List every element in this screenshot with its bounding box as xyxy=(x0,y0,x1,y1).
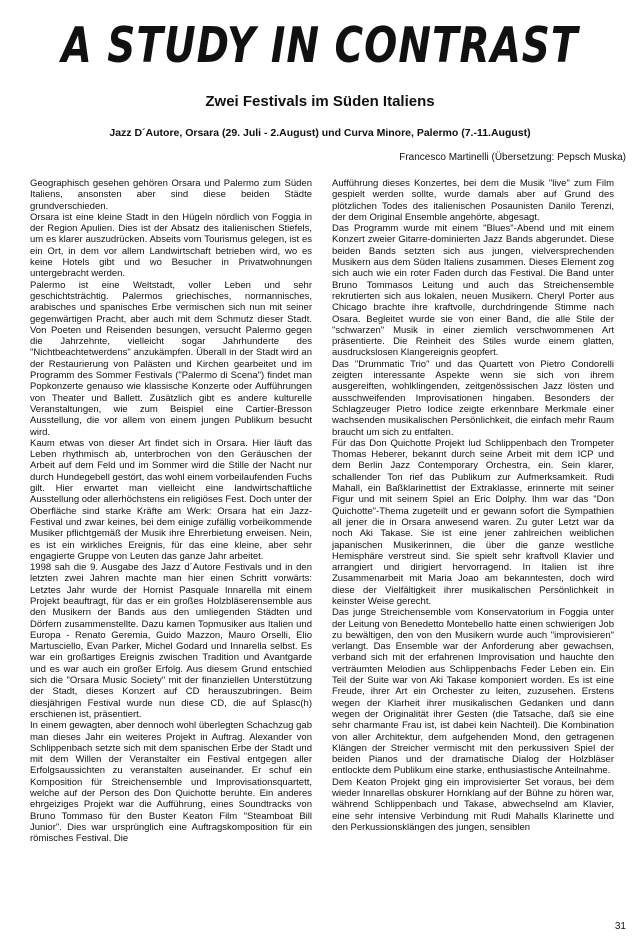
paragraph: Kaum etwas von dieser Art findet sich in Orsara. Hier läuft das Leben rhythmisch ab, unterbrochen von den Geräuschen der Arbeit auf dem Feld und im Sommer wird die Stille der Nacht nur durch Hundegebell gestört, das wohl einem vorbeilaufenden Fuchs gilt. Hier erwartet man vielleicht eine landwirtschaftliche Ausstellung oder allerhöchstens ein religiöses Fest. Doch unter der Oberfläche sind starke Kräfte am Werk: Orsara hat ein Jazz-Festival und zwar keines, bei dem einige zufällig vorbeikommende Musiker pflichtgemäß der Musik ihre Ehrerbietung erweisen. Nein, es ist ein wirkliches Ereignis, für das eine kleine, aber sehr engagierte Gruppe von Leuten das ganze Jahr arbeitet. xyxy=(30,437,312,562)
paragraph: Orsara ist eine kleine Stadt in den Hügeln nördlich von Foggia in der Region Apulien. Dies ist der Absatz des italienischen Stiefels, um es klarer auszudrücken. Abseits vom Tourismus gelegen, ist es ein Ort, in dem vor allem Landwirtschaft betrieben wird, wo es keine Hotels gibt und wo Besucher in Privatwohnungen untergebracht werden. xyxy=(30,211,312,280)
paragraph: Für das Don Quichotte Projekt lud Schlippenbach den Trompeter Thomas Heberer, bekannt durch seine Arbeit mit dem ICP und dem Berlin Jazz Contemporary Orchestra, ein. Sein klarer, schallender Ton rief das Publikum zur Aufmerksamkeit. Rudi Mahall, ein Baßklarinettist der Extraklasse, erinnerte mit seiner Figur und mit seinem Spiel an Eric Dolphy. Ihm war das "Don Quichotte"-Thema zugeteilt und er gewann sofort die Sympathien all jener die in Orsara anwesend waren. Zu guter Letzt war da noch Aki Takase. Sie ist eine jener zahlreichen weiblichen japanischen Musikerinnen, die über die ganze westliche Hemisphäre verstreut sind. Sie spielt sehr kraftvoll Klavier und arrangiert und dirigiert hervorragend. In Italien ist ihre Zusammenarbeit mit Maria Joao am bekanntesten, doch wird diese der Vielfältigkeit ihrer musikalischen Persönlichkeit in keinster Weise gerecht. xyxy=(332,437,614,607)
paragraph: Das "Drummatic Trio" und das Quartett von Pietro Condorelli zeigten interessante Aspekte wenn sie sich von ihrem ausgereiften, wohlklingenden, zeitgenössischen Jazz lösten und ausschweifenden Improvisationen hingaben. Besonders der Schlagzeuger Pietro Iodice zeigte erkennbare Merkmale einer wachsenden musikalischen Persönlichkeit, die einfach mehr Raum braucht um sich zu entfalten. xyxy=(332,358,614,438)
festival-dates: Jazz D´Autore, Orsara (29. Juli - 2.August) und Curva Minore, Palermo (7.-11.August) xyxy=(109,127,531,139)
paragraph: Geographisch gesehen gehören Orsara und Palermo zum Süden Italiens, ansonsten aber sind diese beiden Städte grundverschieden. xyxy=(30,178,312,212)
left-column xyxy=(30,178,312,918)
paragraph: In einem gewagten, aber dennoch wohl überlegten Schachzug gab man dieses Jahr ein weiteres Projekt in Auftrag. Alexander von Schlippenbach setzte sich mit dem spanischen Erbe der Stadt und mit dem Willen der Veranstalter ein Festival entgegen aller Erfolgsaussichten zu veranstalten auseinander. Er schuf ein Komposition für Streichensemble und Improvisationsquartett, welche auf der Person des Don Quichotte beruhte. Ein anderes ehrgeiziges Projekt war die Aufführung, eines Soundtracks von Bruno Tommaso für den Buster Keaton Film "Steamboat Bill Junior". Dies war ursprünglich eine Auftragskomposition für ein römisches Festival. Die xyxy=(30,720,312,845)
right-column xyxy=(332,178,614,918)
article-body xyxy=(30,178,620,918)
article-title: A STUDY IN CONTRAST xyxy=(61,18,579,75)
paragraph: Dem Keaton Projekt ging ein improvisierter Set voraus, bei dem wieder Innarellas obskurer Hornklang auf der Bühne zu hören war, während Schlippenbach und Takase, abwechselnd am Klavier, eine sehr intensive Verbindung mit Rudi Mahalls Klarinette und den Perkussionsklängen des jungen, sensiblen xyxy=(332,776,614,833)
paragraph: Aufführung dieses Konzertes, bei dem die Musik "live" zum Film gespielt werden sollte, wurde damals aber auf Grund des plötzlichen Todes des italienischen Posaunisten Danilo Terenzi, der dem Original Ensemble angehörte, abgesagt. xyxy=(332,178,614,223)
paragraph: Das junge Streichensemble vom Konservatorium in Foggia unter der Leitung von Benedetto Montebello hatte einen schwierigen Job zu bewältigen, den von den Musikern wurde auch "improvisieren" verlangt. Das Ensemble war der Anforderung aber gewachsen, verband sich mit der erfahrenen Improvisation und hauchte den verträumten Melodien aus Schlippenbachs Feder Leben ein. Ein Teil der Suite war von Aki Takase komponiert worden. Es ist eine Freude, ihrer Art ein Orchester zu leiten, zuzusehen. Erstens wegen der Klarheit ihrer musikalischen Gedanken und dann wegen der Originalität ihrer Gesten (die Tatsache, daß sie eine sehr charmante Frau ist, ist dabei kein Nachteil). Die Kombination von aller Architektur, dem aufgehenden Mond, den getragenen Klängen der Streicher vermischt mit den perkussiven Spiel der beiden Pianos und der dramatische Dialog der Holzbläser entlockte dem Publikum eine starke, enthusiastische Anteilnahme. xyxy=(332,607,614,777)
article-subtitle: Zwei Festivals im Süden Italiens xyxy=(205,93,435,110)
page-number: 31 xyxy=(614,921,626,932)
paragraph: 1998 sah die 9. Ausgabe des Jazz d´Autore Festivals und in den letzten zwei Jahren machte man hier einen Schritt vorwärts: Letztes Jahr wurde der Hornist Pasquale Innarella mit einem Projekt beauftragt, für das er ein großes Holzbläserensemble aus den Musikern der Bands aus den umliegenden Städten und Dörfern zusammenstellte. Dazu kamen Topmusiker aus Italien und Europa - Renato Geremia, Guido Mazzon, Mauro Orselli, Elio Martusciello, Evan Parker, Michel Godard und Innarella selbst. Es war ein großartiges Ereignis zwischen Tradition und Avantgarde und es war auch ein großer Erfolg. Aus diesem Grund entschied sich die "Orsara Music Society" mit der finanziellen Unterstützung der Stadt, dieses Konzert auf CD herauszubringen. Beim diesjährigen Festival wurde nun diese CD, die auf Splasc(h) erschienen ist, präsentiert. xyxy=(30,562,312,720)
paragraph: Palermo ist eine Weltstadt, voller Leben und sehr geschichtsträchtig. Palermos griechisches, normannisches, arabisches und spanisches Erbe vermischen sich nun mit seiner gegenwärtigen Pracht, aber auch mit dem Schmutz dieser Stadt. Von Poeten und Reisenden besungen, versucht Palermo gegen die Jahrzehnte, vielleicht sogar Jahrhunderte des "Nichtbeachtetwerdens" anzukämpfen. Überall in der Stadt wird an der Restaurierung von Palästen und Kirchen gearbeitet und im Programm des Sommer Festivals ("Palermo di Scena") findet man Popkonzerte genauso wie klassische Konzerte oder Aufführungen von Theater und Ballett. Zusätzlich gibt es andere kulturelle Veranstaltungen, wie zum Beispiel eine Cartier-Bresson Ausstellung, die vor allem von einem jungen Publikum besucht wird. xyxy=(30,279,312,438)
author-byline: Francesco Martinelli (Übersetzung: Pepsch Muska) xyxy=(399,152,626,163)
paragraph: Das Programm wurde mit einem "Blues"-Abend und mit einem Konzert zweier Gitarre-dominierten Jazz Bands abgerundet. Diese beiden Bands setzten sich aus jungen, vielversprechenden Musikern aus dem Süden Italiens zusammen. Dieses Element zog sich auch wie ein roter Faden durch das Festival. Die Band unter Bruno Tommasos Leitung und auch das Streichensemble rekrutierten sich aus lokalen, neuen Musikern. Cheryl Porter aus Chicago brachte ihre kraftvolle, durchdringende Stimme nach Osara. Begleitet wurde sie von einer Band, die alle Stile der "schwarzen" Musik in einer ziemlich verschwommenen Art präsentierte. Die Reinheit des Stiles wurde einem glatten, ausdruckslosen Klangereignis geopfert. xyxy=(332,223,614,359)
